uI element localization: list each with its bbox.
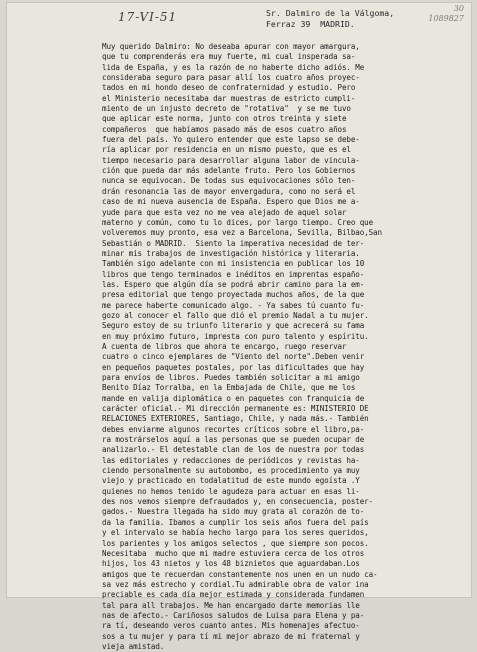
letter-line: en pequeños paquetes postales, por las dificultades que hay — [102, 362, 365, 372]
letter-line: me parece haberte comunicado algo. - Ya sabes tú cuanto fu- — [102, 300, 365, 310]
letter-line: volveremos muy pronto, esa vez a Barcelona, Sevilla, Bilbao,San — [102, 228, 382, 238]
letter-line: sos a tu mujer y para tí mi mejor abrazo de mi fraternal y — [102, 631, 360, 641]
letter-line: miento de un injusto decreto de "rotativa" y se me tuvo — [102, 104, 351, 114]
letter-line: nunca se equivocan. De todas sus equivocaciones sólo ten- — [102, 176, 356, 186]
letter-line: A cuenta de libros que ahora te encargo, ruego reservar — [102, 341, 347, 351]
letter-line: Sebastián o MADRID. Siento la imperativa necesidad de ter- — [102, 238, 365, 248]
letter-body — [102, 42, 468, 652]
letter-page — [6, 2, 472, 651]
letter-line: tiempo necesario para desarrollar alguna labor de vincula- — [102, 155, 360, 165]
letter-line: tal para all trabajos. Me han encargado darte memorias lle — [102, 600, 360, 610]
letter-line: gados.- Nuestra llegada ha sido muy grata al corazón de to- — [102, 507, 365, 517]
address-line-2: Ferraz 39 MADRID. — [266, 19, 355, 29]
pencil-number-bottom: 1089827 — [428, 14, 464, 23]
letter-line: que aplicar este norma, junto con otros treinta y siete — [102, 114, 347, 124]
letter-line: caso de mi nueva ausencia de España. Espero que Dios me a- — [102, 197, 360, 207]
letter-line: Necesitaba mucho que mi madre estuviera cerca de los otros — [102, 548, 365, 558]
letter-line: cuatro o cinco ejemplares de "Viento del norte".Deben venir — [102, 352, 365, 362]
letter-line: consideraba seguro para pasar allí los cuatro años proyec- — [102, 73, 360, 83]
letter-line: yude para que esta vez no me vea alejado de aquel solar — [102, 207, 347, 217]
letter-date: 17-VI-51 — [118, 10, 178, 24]
letter-line: viejo y practicado en todalatitud de este mundo egoísta .Y — [102, 476, 360, 486]
letter-line: los parientes y los amigos selectos , que siempre son pocos. — [102, 538, 369, 548]
letter-line: debes enviarme algunos recortes críticos sobre el libro,pa- — [102, 424, 365, 434]
recipient-address — [266, 8, 394, 30]
letter-line: para envíos de libros. Puedes también solicitar a mi amigo — [102, 373, 360, 382]
letter-line: en muy próximo futuro, impresta con puro talento y espíritu. — [102, 331, 369, 341]
letter-line: las editoriales y redacciones de periódicos y revistas ha- — [102, 455, 360, 465]
letter-line: ra mostrárselos aquí a las personas que se pueden ocupar de — [102, 435, 365, 445]
letter-line: Seguro estoy de su triunfo literario y que acrecerá su fama — [102, 321, 365, 331]
letter-line: des nos vemos siempre defraudados y, en consecuencia, poster- — [102, 497, 374, 507]
letter-line: tados en mi hondo deseo de confraternidad y estudio. Pero — [102, 83, 356, 93]
letter-line: ría aplicar por residencia en un mismo puesto, que es el — [102, 145, 351, 155]
letter-line: hijos, los 43 nietos y los 48 biznietos que aguardaban.Los — [102, 559, 360, 569]
letter-line: libros que tengo terminados e inéditos en imprentas españo- — [102, 269, 365, 279]
letter-line: nas de afecto.- Cariñosos saludos de Luisa para Elena y pa- — [102, 610, 365, 620]
letter-line: RELACIONES EXTERIORES, Santiago, Chile, y nada más.- También — [102, 414, 369, 424]
letter-line: amigos que te recuerdan constantemente nos unen en un nudo ca- — [102, 569, 378, 579]
letter-line: materno y común, como tu lo dices, por largo tiempo. Creo que — [102, 217, 374, 227]
letter-line: gozo al conocer el fallo que dió el premio Nadal a tu mujer. — [102, 310, 369, 320]
letter-line: preciable es cada día mejor estimada y considerada fundamen — [102, 590, 365, 600]
letter-line: Benito Díaz Torralba, en la Embajada de Chile, que me los — [102, 383, 356, 393]
letter-line: las. Espero que algún día se podrá abrir camino para la em- — [102, 279, 365, 289]
letter-line: drán resonancia las de mayor envergadura, como no será el — [102, 186, 356, 196]
letter-line: fuera del país. Yo quiero entender que este lapso se debe- — [102, 135, 360, 145]
address-line-1: Sr. Dalmiro de la Válgoma, — [266, 8, 395, 18]
letter-line: y el intervalo se había hecho largo para los seres queridos, — [102, 528, 369, 538]
letter-line: minar mis trabajos de investigación histórica y literaria. — [102, 248, 360, 258]
letter-line: mande en valija diplomática o en paquetes con franquicia de — [102, 393, 365, 403]
letter-line: compañeros que habíamos pasado más de esos cuatro años — [102, 124, 347, 134]
letter-line: ra tí, deseando veros cuanto antes. Mis homenajes afectuo- — [102, 621, 360, 631]
letter-line: el Ministerio necesitaba dar muestras de estricto cumpli- — [102, 93, 356, 103]
letter-line: También sigo adelante con mi insistencia en publicar los 10 — [102, 259, 365, 269]
letter-line: ción que pueda dar más adelante fruto. Pero los Gobiernos — [102, 166, 356, 176]
letter-line: Muy querido Dalmiro: No deseaba apurar con mayor amargura, — [102, 42, 360, 51]
letter-line: que tu comprenderás era muy fuerte, mi cual insperada sa- — [102, 52, 356, 62]
letter-line: carácter oficial.- Mi dirección permanente es: MINISTERIO DE — [102, 404, 369, 414]
letter-line: lida de España, y es la razón de no haberte dicho adiós. Me — [102, 62, 365, 72]
letter-line: sa vez más estrecho y cordial.Tu admirable obra de valor ina — [102, 579, 369, 589]
pencil-annotation — [428, 4, 464, 24]
letter-line: vieja amistad. — [102, 641, 165, 651]
letter-line: ciendo personalmente su autobombo, es procedimiento ya muy — [102, 466, 360, 476]
letter-line: analizarlo.- El detestable clan de los de nuestra por todas — [102, 445, 365, 455]
letter-line: da la familia. Ibamos a cumplir los seis años fuera del país — [102, 517, 369, 527]
letter-line: quienes no hemos tenido le agudeza para actuar en esas li- — [102, 486, 360, 496]
pencil-number-top: 30 — [453, 4, 464, 13]
letter-line: presa editorial que tengo proyectada muchos años, de la que — [102, 290, 365, 300]
